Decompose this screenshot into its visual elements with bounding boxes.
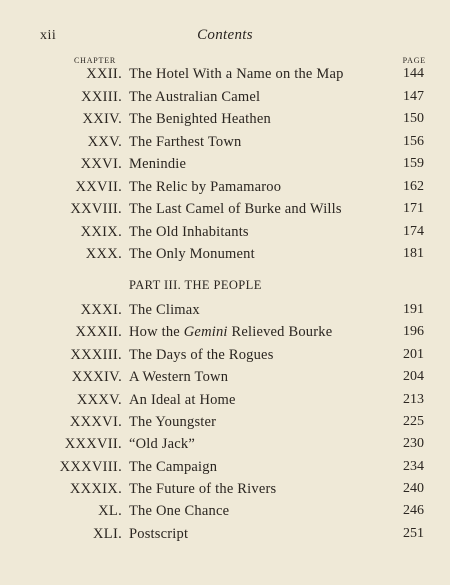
toc-entry bbox=[0, 433, 450, 455]
chapter-number: XXVII. bbox=[75, 179, 122, 195]
chapter-number: XLI. bbox=[93, 526, 122, 542]
chapter-title: The Campaign bbox=[129, 459, 218, 475]
toc-entry bbox=[0, 176, 450, 198]
chapter-title: “Old Jack” bbox=[129, 436, 196, 452]
page-column-heading: PAGE bbox=[402, 56, 426, 65]
chapter-page: 191 bbox=[403, 302, 424, 317]
chapter-title: The Days of the Rogues bbox=[129, 347, 274, 363]
chapter-number: XXXVIII. bbox=[59, 459, 122, 475]
chapter-page: 174 bbox=[403, 224, 424, 239]
chapter-page: 156 bbox=[403, 134, 424, 149]
chapter-page: 230 bbox=[403, 436, 424, 451]
chapter-title: The Relic by Pamamaroo bbox=[129, 179, 282, 195]
toc-entry bbox=[0, 411, 450, 433]
chapter-number: XXII. bbox=[86, 66, 122, 82]
chapter-number: XXXIX. bbox=[69, 481, 122, 497]
chapter-title: An Ideal at Home bbox=[129, 392, 236, 408]
chapter-page: 144 bbox=[403, 66, 424, 81]
chapter-title-italic: Gemini bbox=[183, 324, 228, 340]
toc-entry bbox=[0, 131, 450, 153]
chapter-title: The Hotel With a Name on the Map bbox=[129, 66, 344, 82]
toc-entry bbox=[0, 321, 450, 343]
chapter-number: XXIII. bbox=[81, 89, 122, 105]
chapter-title: The Old Inhabitants bbox=[129, 224, 249, 240]
toc-entry bbox=[0, 366, 450, 388]
page-number: xii bbox=[40, 28, 57, 43]
chapter-page: 147 bbox=[403, 89, 424, 104]
chapter-number: XXV. bbox=[87, 134, 122, 150]
chapter-page: 251 bbox=[403, 526, 424, 541]
chapter-page: 213 bbox=[403, 392, 424, 407]
toc-entry bbox=[0, 221, 450, 243]
chapter-title: The Last Camel of Burke and Wills bbox=[129, 201, 342, 217]
toc-entry bbox=[0, 63, 450, 85]
toc-entry bbox=[0, 153, 450, 175]
chapter-column-heading: CHAPTER bbox=[74, 56, 117, 65]
chapter-page: 234 bbox=[403, 459, 424, 474]
chapter-number: XXXVI. bbox=[69, 414, 122, 430]
chapter-title: The Future of the Rivers bbox=[129, 481, 277, 497]
toc-entry bbox=[0, 243, 450, 265]
chapter-number: XXXIII. bbox=[70, 347, 122, 363]
chapter-title: The Only Monument bbox=[129, 246, 255, 262]
chapter-page: 225 bbox=[403, 414, 424, 429]
chapter-title-suffix: Relieved Bourke bbox=[227, 324, 333, 340]
chapter-page: 204 bbox=[403, 369, 424, 384]
chapter-title: A Western Town bbox=[129, 369, 229, 385]
chapter-page: 181 bbox=[403, 246, 424, 261]
chapter-number: XXVI. bbox=[80, 156, 122, 172]
chapter-number: XXX. bbox=[85, 246, 122, 262]
toc-entry bbox=[0, 478, 450, 500]
chapter-number: XXIV. bbox=[82, 111, 122, 127]
chapter-title-prefix: How the bbox=[129, 324, 184, 340]
chapter-number: XXIX. bbox=[80, 224, 122, 240]
toc-entry bbox=[0, 344, 450, 366]
toc-entry bbox=[0, 523, 450, 545]
toc-entry bbox=[0, 86, 450, 108]
chapter-number: XXXII. bbox=[75, 324, 122, 340]
chapter-number: XXXVII. bbox=[64, 436, 122, 452]
chapter-page: 196 bbox=[403, 324, 424, 339]
toc-entry bbox=[0, 389, 450, 411]
chapter-title bbox=[129, 321, 332, 343]
chapter-page: 159 bbox=[403, 156, 424, 171]
part-heading: PART III. THE PEOPLE bbox=[129, 278, 262, 292]
chapter-page: 150 bbox=[403, 111, 424, 126]
chapter-title: The Climax bbox=[129, 302, 200, 318]
chapter-title: Menindie bbox=[129, 156, 187, 172]
chapter-number: XXVIII. bbox=[70, 201, 122, 217]
chapter-title: The Youngster bbox=[129, 414, 217, 430]
toc-entry bbox=[0, 108, 450, 130]
chapter-title: The One Chance bbox=[129, 503, 230, 519]
toc-entry bbox=[0, 198, 450, 220]
chapter-page: 171 bbox=[403, 201, 424, 216]
toc-entry bbox=[0, 456, 450, 478]
chapter-number: XXXIV. bbox=[71, 369, 122, 385]
chapter-page: 240 bbox=[403, 481, 424, 496]
chapter-title: The Farthest Town bbox=[129, 134, 242, 150]
chapter-page: 201 bbox=[403, 347, 424, 362]
running-head: Contents bbox=[197, 27, 253, 43]
chapter-page: 162 bbox=[403, 179, 424, 194]
chapter-title: Postscript bbox=[129, 526, 189, 542]
toc-entry bbox=[0, 500, 450, 522]
chapter-number: XL. bbox=[98, 503, 122, 519]
chapter-page: 246 bbox=[403, 503, 424, 518]
chapter-title: The Australian Camel bbox=[129, 89, 261, 105]
chapter-title: The Benighted Heathen bbox=[129, 111, 271, 127]
chapter-number: XXXV. bbox=[76, 392, 122, 408]
toc-entry bbox=[0, 299, 450, 321]
chapter-number: XXXI. bbox=[80, 302, 122, 318]
